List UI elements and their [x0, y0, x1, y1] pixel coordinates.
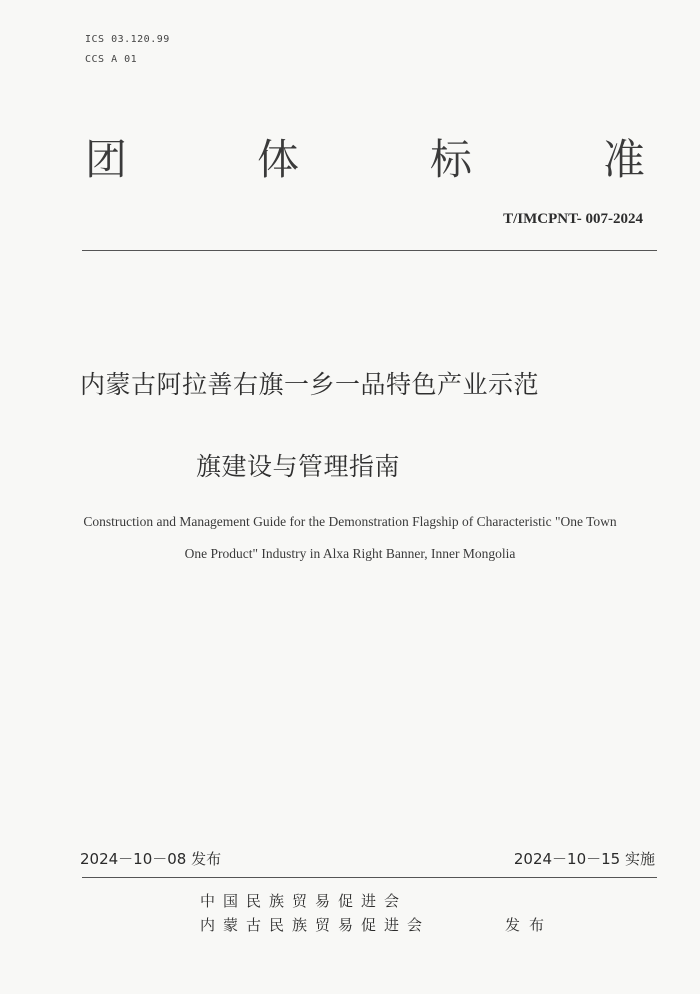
- standard-type-heading: [85, 132, 650, 192]
- release-date: 2024－10－08 发布: [80, 850, 222, 868]
- issuer-line-1: 中国民族贸易促进会: [200, 892, 408, 910]
- standard-type-char: 标: [430, 135, 473, 184]
- english-title-line-2: One Product" Industry in Alxa Right Banner, Inner Mongolia: [184, 546, 516, 561]
- top-divider: [82, 250, 657, 251]
- issue-label: 发布: [505, 916, 554, 934]
- standard-type-char: 准: [603, 135, 646, 184]
- classification-codes: [85, 30, 170, 70]
- implementation-date: 2024－10－15 实施: [513, 850, 655, 868]
- ics-code: ICS 03.120.99: [85, 34, 170, 45]
- standard-number: T/IMCPNT- 007-2024: [503, 211, 643, 227]
- issuer-line-2: 内蒙古民族贸易促进会: [200, 916, 431, 934]
- standard-type-char: 体: [257, 135, 300, 184]
- chinese-title-line-1: 内蒙古阿拉善右旗一乡一品特色产业示范: [80, 370, 540, 399]
- chinese-title-line-2: 旗建设与管理指南: [196, 452, 401, 481]
- ccs-code: CCS A 01: [85, 54, 138, 65]
- standard-type-char: 团: [85, 135, 128, 184]
- bottom-divider: [82, 877, 657, 878]
- english-title-line-1: Construction and Management Guide for the Demonstration Flagship of Characteristic "One Town: [83, 514, 617, 529]
